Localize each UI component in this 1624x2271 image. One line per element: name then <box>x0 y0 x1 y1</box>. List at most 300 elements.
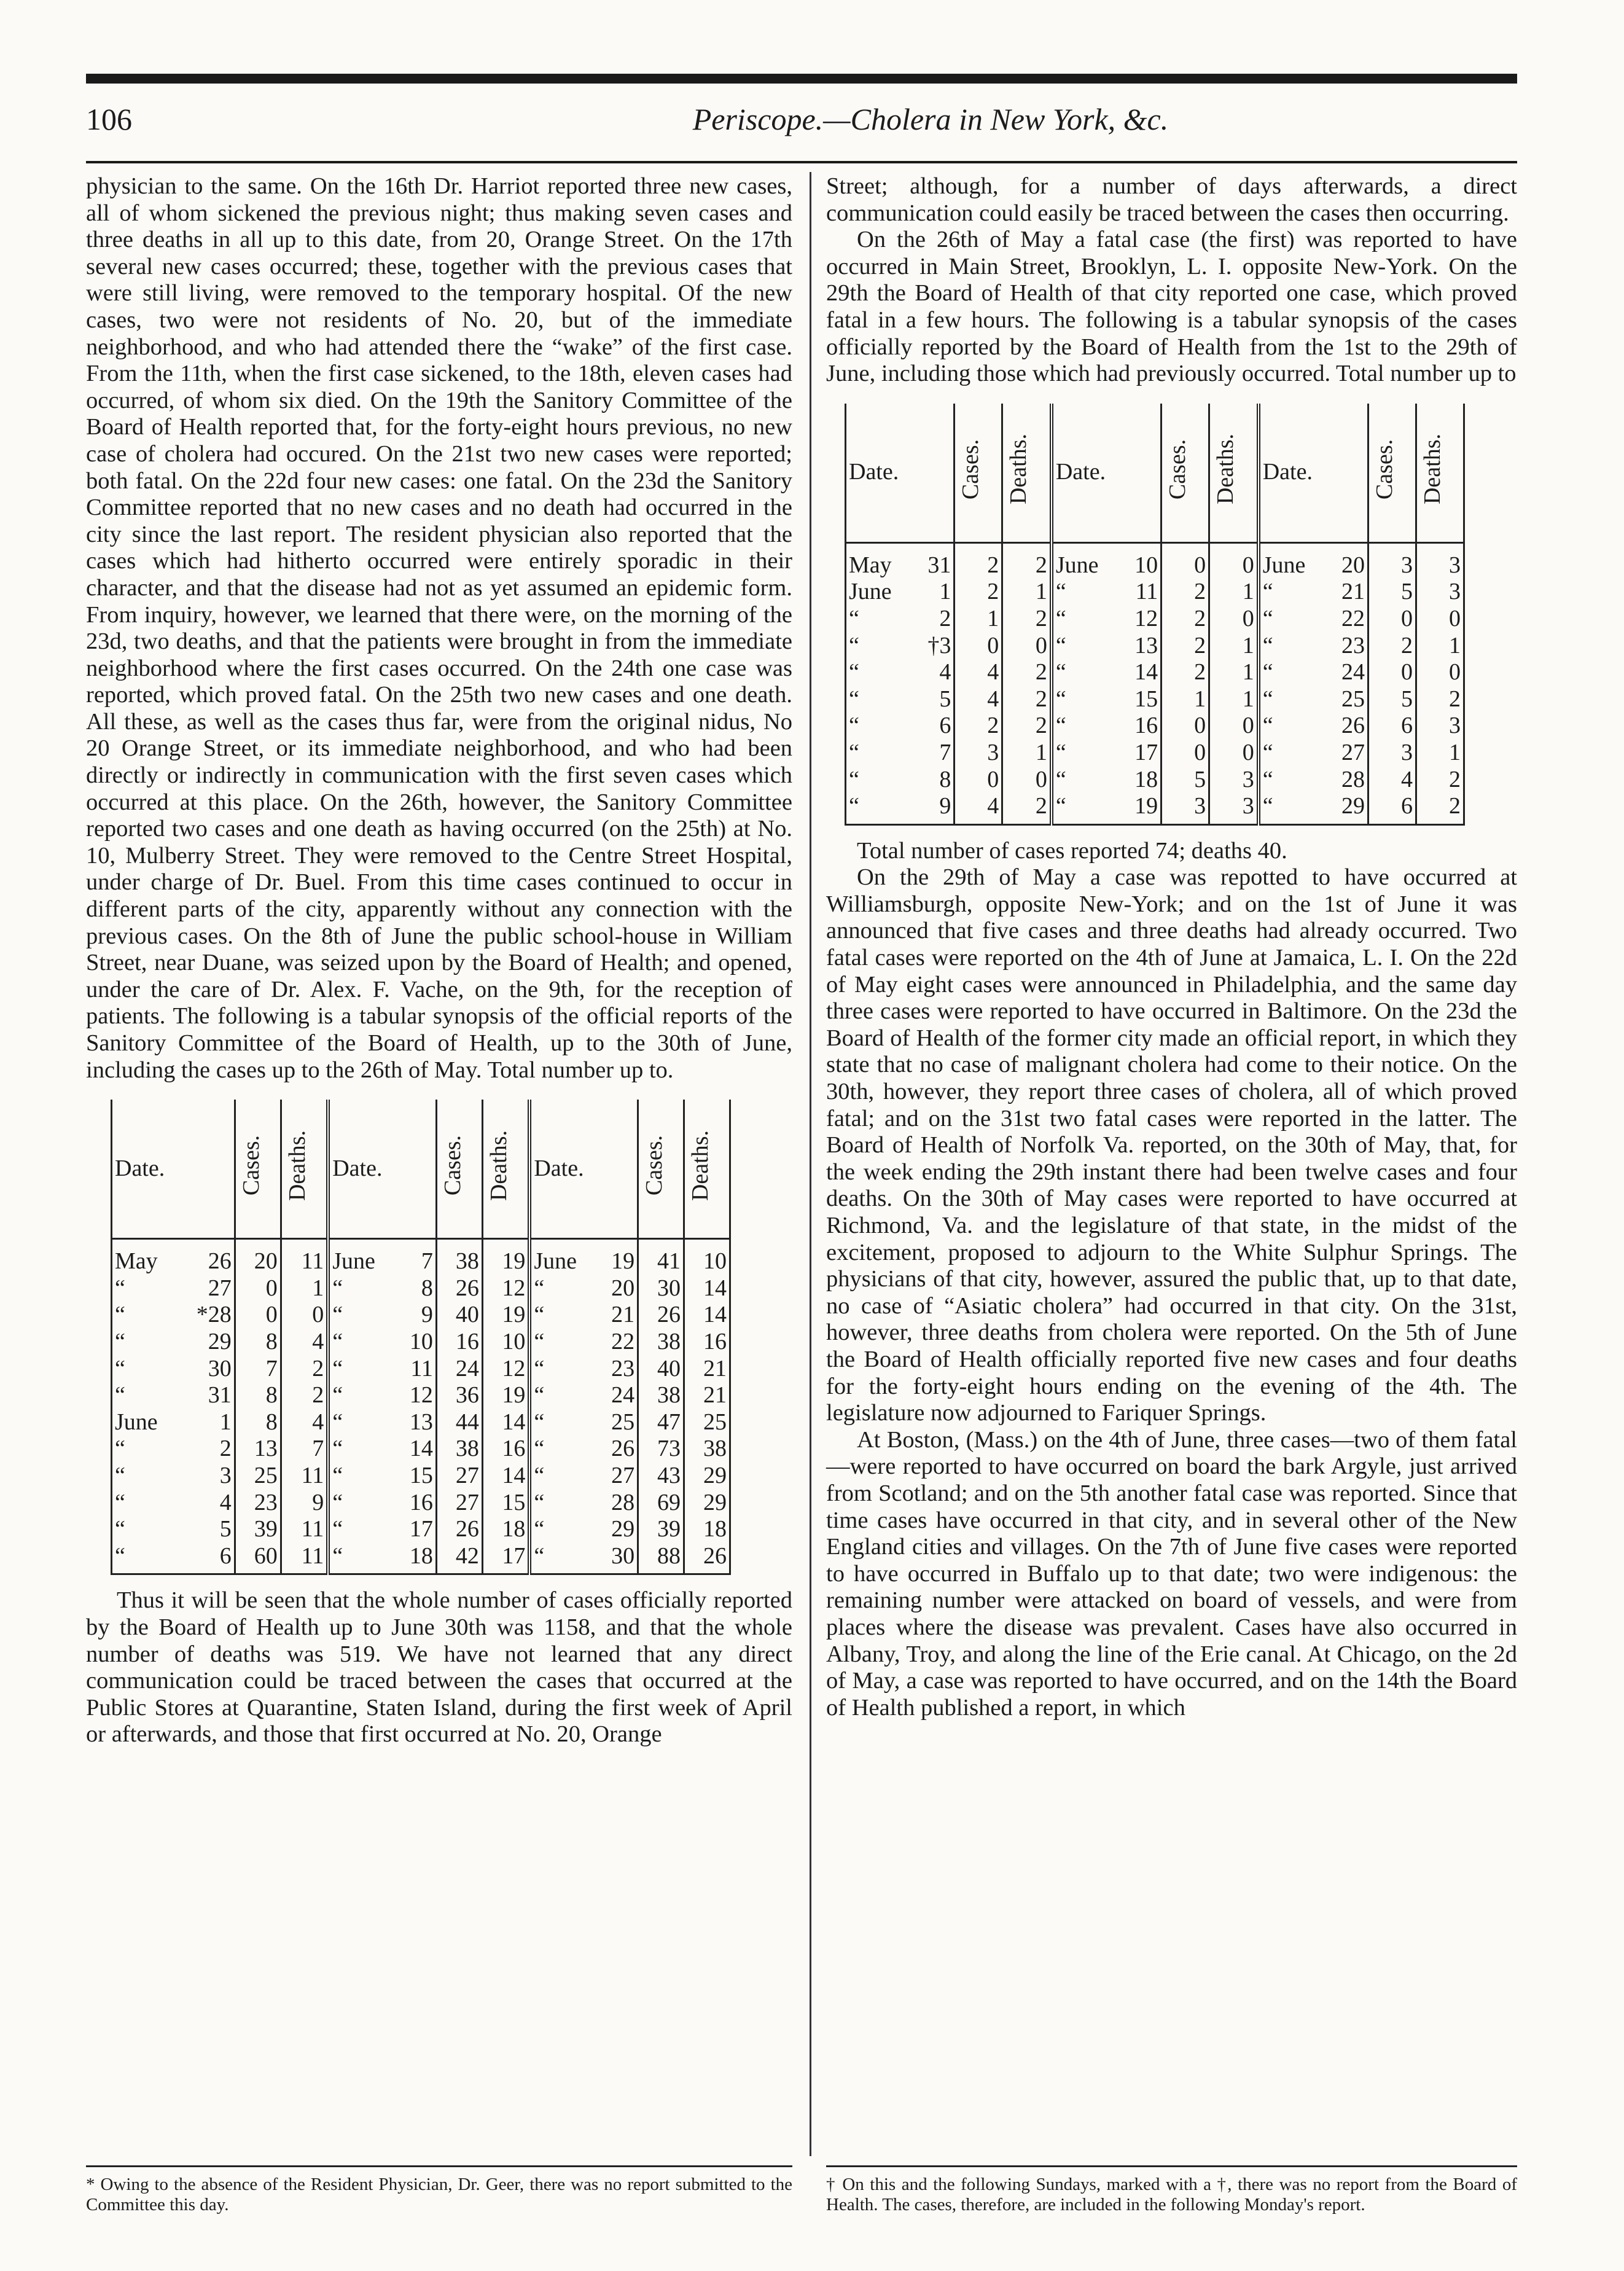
cases-cell: 39 <box>235 1516 281 1543</box>
day-cell: 1 <box>913 579 954 606</box>
month-cell: “ <box>529 1543 598 1574</box>
month-cell: “ <box>846 633 913 660</box>
deaths-cell: 7 <box>281 1436 328 1463</box>
cases-cell: 26 <box>436 1275 482 1302</box>
month-cell: “ <box>112 1356 179 1383</box>
table-row <box>846 686 1464 713</box>
deaths-header: Deaths. <box>281 1100 328 1239</box>
deaths-cell: 10 <box>482 1329 529 1356</box>
day-cell: 7 <box>913 740 954 767</box>
month-cell: “ <box>534 1409 545 1435</box>
table-row <box>846 740 1464 767</box>
month-cell: “ <box>846 713 913 740</box>
deaths-cell: 2 <box>1416 686 1464 713</box>
day-cell: 18 <box>396 1543 436 1574</box>
day-cell: 29 <box>1327 793 1368 824</box>
month-cell: June <box>534 1248 577 1275</box>
table-row <box>112 1516 730 1543</box>
cases-cell: 39 <box>638 1516 684 1543</box>
day-cell: 11 <box>1120 579 1161 606</box>
month-cell: “ <box>332 1328 343 1354</box>
deaths-cell: 11 <box>281 1239 328 1275</box>
cases-cell: 4 <box>954 793 1002 824</box>
deaths-header: Deaths. <box>1002 404 1052 543</box>
deaths-cell: 1 <box>1209 686 1259 713</box>
cases-cell: 0 <box>235 1275 281 1302</box>
day-cell: 18 <box>1120 767 1161 794</box>
day-cell: 4 <box>179 1490 235 1517</box>
page-number: 106 <box>86 102 132 136</box>
month-cell: “ <box>1259 793 1327 824</box>
month-cell: “ <box>846 767 913 794</box>
deaths-cell: 2 <box>1002 713 1052 740</box>
deaths-cell: 29 <box>684 1490 730 1517</box>
running-title: Periscope.—Cholera in New York, &c. <box>692 102 1169 136</box>
deaths-cell: 1 <box>281 1275 328 1302</box>
left-intro-paragraph: physician to the same. On the 16th Dr. Harriot reported three new cases, all of whom sickened the previous night; thus making seven cases and three deaths in all up to this date, from 20, Orange Street. On the 17th several new cases occurred; these, together with the previous cases that were still living, were removed to the temporary hospital. Of the new cases, two were not residents of No. 20, but of the immediate neighborhood, and who had attended there the “wake” of the first case. From the 11th, when the first case sickened, to the 18th, eleven cases had occurred, of whom six died. On the 19th the Sanitory Committee of the Board of Health reported that, for the forty-eight hours previous, no new case of cholera had occured. On the 21st two new cases were reported; both fatal. On the 22d four new cases: one fatal. On the 23d the Sanitory Committee reported that no new cases and no death had occurred in the city since the last report. The resident physician also reported that the cases which had hitherto occurred were entirely sporadic in their character, and that the disease had not as yet assumed an epidemic form. From inquiry, however, we learned that there were, on the morning of the 23d, two deaths, and that the patients were brought in from the immediate neighborhood where the first cases occurred. On the 24th one case was reported, which proved fatal. On the 25th two new cases and one death. All these, as well as the cases thus far, were from the original nidus, No 20 Orange Street, or its immediate neighborhood, and who had been directly or indirectly in communication with the first seven cases which occurred at this place. On the 26th, however, the Sanitory Committee reported two cases and one death as having occurred (on the 25th) at No. 10, Mulberry Street. They were removed to the Centre Street Hospital, under charge of Dr. Buel. From this time cases continued to occur in different parts of the city, apparently without any connection with the previous cases. On the 8th of June the public school-house in William Street, near Duane, was seized upon by the Board of Health; and opened, under the care of Dr. Alex. F. Vache, on the 9th, for the reception of patients. The following is a tabular synopsis of the official reports of the Sanitory Committee of the Board of Health, up to the 30th of June, including the cases up to the 26th of May. Total number up to. <box>86 173 792 1083</box>
deaths-cell: 18 <box>482 1516 529 1543</box>
brooklyn-synopsis-table <box>845 404 1465 826</box>
cases-header: Cases. <box>235 1100 281 1239</box>
right-para-4: At Boston, (Mass.) on the 4th of June, three cases—two of them fatal—were reported to have occurred on board the bark Argyle, just arrived from Scotland; and on the 5th another fatal case was reported. Since that time cases have occurred in that city, and in several other of the New England cities and villages. On the 7th of June five cases were reported to have occurred in Buffalo up to that date; two were indigenous: the remaining number were attacked on board of vessels, and were from places where the disease was prevalent. Cases have also occurred in Albany, Troy, and along the line of the Erie canal. At Chicago, on the 2d of May, a case was reported to have occurred, and on the 14th the Board of Health published a report, in which <box>826 1426 1517 1721</box>
deaths-cell: 11 <box>281 1543 328 1574</box>
day-cell: 28 <box>598 1490 638 1517</box>
cases-header: Cases. <box>638 1100 684 1239</box>
month-cell: “ <box>846 659 913 686</box>
deaths-cell: 2 <box>1416 767 1464 794</box>
deaths-cell: 2 <box>281 1382 328 1409</box>
cases-cell: 2 <box>1368 633 1416 660</box>
month-cell: “ <box>534 1302 545 1328</box>
cases-cell: 8 <box>235 1329 281 1356</box>
deaths-cell: 38 <box>684 1436 730 1463</box>
deaths-cell: 12 <box>482 1275 529 1302</box>
table-row <box>846 579 1464 606</box>
month-cell: “ <box>112 1463 179 1490</box>
cases-cell: 26 <box>436 1516 482 1543</box>
cases-cell: 8 <box>235 1409 281 1436</box>
day-cell: 2 <box>179 1436 235 1463</box>
cases-cell: 5 <box>1368 686 1416 713</box>
month-cell: “ <box>534 1516 545 1542</box>
cases-cell: 0 <box>235 1302 281 1329</box>
cases-cell: 38 <box>436 1436 482 1463</box>
left-footnote: * Owing to the absence of the Resident Physician, Dr. Geer, there was no report submitted to the Committee this day. <box>86 2175 792 2214</box>
table-row <box>112 1436 730 1463</box>
deaths-cell: 0 <box>1002 633 1052 660</box>
cases-cell: 38 <box>436 1239 482 1275</box>
month-cell: “ <box>332 1436 343 1462</box>
day-cell: 22 <box>598 1329 638 1356</box>
month-cell: “ <box>1055 579 1066 605</box>
left-column <box>86 173 792 1748</box>
month-cell: “ <box>534 1489 545 1515</box>
month-cell: “ <box>332 1302 343 1328</box>
day-cell: 19 <box>598 1239 638 1275</box>
day-cell: 14 <box>1120 659 1161 686</box>
cases-cell: 44 <box>436 1409 482 1436</box>
deaths-cell: 3 <box>1416 542 1464 579</box>
table-row <box>112 1302 730 1329</box>
deaths-cell: 4 <box>281 1329 328 1356</box>
cases-cell: 1 <box>1161 686 1209 713</box>
cases-header: Cases. <box>1161 404 1209 543</box>
deaths-cell: 14 <box>684 1302 730 1329</box>
month-cell: May <box>112 1239 179 1275</box>
month-cell: “ <box>534 1382 545 1409</box>
table-row <box>846 659 1464 686</box>
cases-cell: 73 <box>638 1436 684 1463</box>
date-header: Date. <box>1052 404 1161 543</box>
deaths-cell: 2 <box>1002 686 1052 713</box>
cases-header: Cases. <box>436 1100 482 1239</box>
table-row <box>112 1543 730 1574</box>
cases-cell: 60 <box>235 1543 281 1574</box>
day-cell: 7 <box>396 1239 436 1275</box>
deaths-cell: 2 <box>1002 793 1052 824</box>
cases-cell: 3 <box>1368 740 1416 767</box>
right-footnote-rule <box>826 2165 1517 2167</box>
table-row <box>112 1409 730 1436</box>
day-cell: 13 <box>396 1409 436 1436</box>
day-cell: 28 <box>1327 767 1368 794</box>
cases-cell: 38 <box>638 1382 684 1409</box>
day-cell: 16 <box>1120 713 1161 740</box>
month-cell: “ <box>112 1275 179 1302</box>
day-cell: 23 <box>1327 633 1368 660</box>
table-row <box>112 1275 730 1302</box>
month-cell: “ <box>534 1328 545 1354</box>
cases-cell: 69 <box>638 1490 684 1517</box>
day-cell: 23 <box>598 1356 638 1383</box>
right-para-1: Street; although, for a number of days afterwards, a direct communication could easily be traced between the cases then occurring. <box>826 173 1517 226</box>
cases-cell: 2 <box>1161 606 1209 633</box>
cases-cell: 0 <box>1368 606 1416 633</box>
date-header: Date. <box>112 1100 235 1239</box>
day-cell: 30 <box>179 1356 235 1383</box>
month-cell: “ <box>846 686 913 713</box>
deaths-cell: 1 <box>1416 740 1464 767</box>
right-para-3: On the 29th of May a case was repotted to have occurred at Williamsburgh, opposite New-York; and on the 1st of June it was announced that five cases and three deaths had already occurred. Two fatal cases were reported on the 4th of June at Jamaica, L. I. On the 22d of May eight cases were announced in Philadelphia, and the same day three cases were reported to have occurred in Baltimore. On the 23d the Board of Health of the former city made an official report, in which they state that no case of malignant cholera had come to their notice. On the 30th, however, they report three cases of cholera, all of which proved fatal; and on the 31st two fatal cases were reported in the latter. The Board of Health of Norfolk Va. reported, on the 30th of May, that, for the week ending the 29th instant there had been twelve cases and four deaths. On the 30th of May cases were reported to have occurred at Richmond, Va. and the legislature of that state, in the midst of the excitement, proposed to adjourn to the White Sulphur Springs. The physicians of that city, however, assured the public that, up to that date, no case of “Asiatic cholera” had occurred in that city. On the 31st, however, three deaths from cholera were reported. On the 5th of June the Board of Health officially reported five new cases and four deaths for the forty-eight hours ending on the evening of the 4th. The legislature now adjourned to Fariquer Springs. <box>826 864 1517 1426</box>
month-cell: “ <box>1052 793 1120 824</box>
deaths-header: Deaths. <box>1209 404 1259 543</box>
cases-cell: 0 <box>1161 713 1209 740</box>
cases-cell: 0 <box>1161 740 1209 767</box>
cases-header: Cases. <box>954 404 1002 543</box>
total-reported-line: Total number of cases reported 74; deaths 40. <box>857 837 1287 864</box>
deaths-cell: 1 <box>1416 633 1464 660</box>
cases-cell: 5 <box>1368 579 1416 606</box>
date-header: Date. <box>328 1100 436 1239</box>
table-row <box>112 1382 730 1409</box>
month-cell: “ <box>332 1516 343 1542</box>
deaths-cell: 3 <box>1416 713 1464 740</box>
cases-cell: 40 <box>638 1356 684 1383</box>
day-cell: 8 <box>396 1275 436 1302</box>
day-cell: 1 <box>179 1409 235 1436</box>
day-cell: 24 <box>598 1382 638 1409</box>
right-para-2: On the 26th of May a fatal case (the first) was reported to have occurred in Main Street, Brooklyn, L. I. opposite New-York. On the 29th the Board of Health of that city reported one case, which proved fatal in a few hours. The following is a tabular synopsis of the cases officially reported by the Board of Health from the 1st to the 29th of June, including those which had previously occurred. Total number up to <box>826 227 1517 387</box>
day-cell: 21 <box>1327 579 1368 606</box>
cases-cell: 3 <box>1161 793 1209 824</box>
deaths-cell: 1 <box>1002 740 1052 767</box>
month-cell: “ <box>846 793 913 824</box>
deaths-cell: 2 <box>281 1356 328 1383</box>
day-cell: 30 <box>598 1543 638 1574</box>
month-cell: “ <box>1055 605 1066 631</box>
table-row <box>112 1329 730 1356</box>
day-cell: 10 <box>1120 542 1161 579</box>
month-cell: “ <box>112 1490 179 1517</box>
deaths-cell: 1 <box>1209 659 1259 686</box>
month-cell: “ <box>534 1355 545 1382</box>
cases-cell: 0 <box>1368 659 1416 686</box>
day-cell: 10 <box>396 1329 436 1356</box>
day-cell: †3 <box>913 633 954 660</box>
deaths-cell: 16 <box>684 1329 730 1356</box>
month-cell: “ <box>534 1275 545 1301</box>
cases-cell: 88 <box>638 1543 684 1574</box>
month-cell: “ <box>332 1462 343 1488</box>
day-cell: 17 <box>396 1516 436 1543</box>
day-cell: 4 <box>913 659 954 686</box>
deaths-cell: 19 <box>482 1382 529 1409</box>
month-cell: June <box>846 579 913 606</box>
day-cell: 31 <box>179 1382 235 1409</box>
cases-cell: 2 <box>1161 579 1209 606</box>
day-cell: 16 <box>396 1490 436 1517</box>
date-header: Date. <box>846 404 954 543</box>
deaths-cell: 9 <box>281 1490 328 1517</box>
month-cell: “ <box>1055 686 1066 712</box>
deaths-cell: 17 <box>482 1543 529 1574</box>
day-cell: 15 <box>1120 686 1161 713</box>
cases-cell: 38 <box>638 1329 684 1356</box>
table-row <box>112 1239 730 1275</box>
deaths-cell: 29 <box>684 1463 730 1490</box>
month-cell: May <box>846 542 913 579</box>
month-cell: “ <box>1055 659 1066 686</box>
cases-cell: 4 <box>954 686 1002 713</box>
day-cell: 29 <box>598 1516 638 1543</box>
day-cell: 26 <box>1327 713 1368 740</box>
deaths-cell: 15 <box>482 1490 529 1517</box>
cases-cell: 2 <box>954 579 1002 606</box>
day-cell: 9 <box>396 1302 436 1329</box>
cases-cell: 13 <box>235 1436 281 1463</box>
deaths-cell: 16 <box>482 1436 529 1463</box>
header-thick-rule <box>86 74 1517 84</box>
cases-cell: 0 <box>954 767 1002 794</box>
deaths-cell: 14 <box>482 1409 529 1436</box>
day-cell: 17 <box>1120 740 1161 767</box>
deaths-cell: 11 <box>281 1463 328 1490</box>
deaths-header: Deaths. <box>1416 404 1464 543</box>
month-cell: “ <box>112 1543 179 1574</box>
deaths-cell: 25 <box>684 1409 730 1436</box>
day-cell: 25 <box>1327 686 1368 713</box>
day-cell: 3 <box>179 1463 235 1490</box>
deaths-cell: 0 <box>1416 606 1464 633</box>
day-cell: 26 <box>598 1436 638 1463</box>
month-cell: “ <box>332 1489 343 1515</box>
cases-cell: 25 <box>235 1463 281 1490</box>
day-cell: 27 <box>598 1463 638 1490</box>
month-cell: “ <box>1055 739 1066 765</box>
deaths-cell: 21 <box>684 1382 730 1409</box>
month-cell: “ <box>1262 766 1273 792</box>
cases-cell: 3 <box>954 740 1002 767</box>
month-cell: June <box>1262 552 1306 578</box>
cases-cell: 4 <box>1368 767 1416 794</box>
table-row <box>846 793 1464 824</box>
cases-cell: 26 <box>638 1302 684 1329</box>
month-cell: “ <box>1262 739 1273 765</box>
deaths-cell: 3 <box>1209 767 1259 794</box>
month-cell: “ <box>332 1409 343 1435</box>
cases-cell: 3 <box>1368 542 1416 579</box>
month-cell: “ <box>534 1462 545 1488</box>
deaths-cell: 14 <box>482 1463 529 1490</box>
deaths-cell: 2 <box>1002 659 1052 686</box>
month-cell: “ <box>1262 605 1273 631</box>
day-cell: 25 <box>598 1409 638 1436</box>
day-cell: 14 <box>396 1436 436 1463</box>
deaths-cell: 0 <box>1002 767 1052 794</box>
deaths-cell: 1 <box>1209 633 1259 660</box>
table-row <box>846 606 1464 633</box>
deaths-cell: 4 <box>281 1409 328 1436</box>
cases-cell: 6 <box>1368 793 1416 824</box>
right-column <box>826 173 1517 1721</box>
month-cell: “ <box>1055 766 1066 792</box>
deaths-cell: 11 <box>281 1516 328 1543</box>
cases-cell: 41 <box>638 1239 684 1275</box>
cases-cell: 23 <box>235 1490 281 1517</box>
deaths-cell: 0 <box>1209 606 1259 633</box>
day-cell: 27 <box>1327 740 1368 767</box>
day-cell: 20 <box>598 1275 638 1302</box>
day-cell: 12 <box>396 1382 436 1409</box>
deaths-cell: 18 <box>684 1516 730 1543</box>
month-cell: June <box>332 1248 375 1275</box>
cases-cell: 47 <box>638 1409 684 1436</box>
month-cell: June <box>1055 552 1099 578</box>
cases-cell: 2 <box>1161 633 1209 660</box>
cases-cell: 20 <box>235 1239 281 1275</box>
column-separator <box>810 172 811 2156</box>
day-cell: 15 <box>396 1463 436 1490</box>
deaths-cell: 0 <box>1209 542 1259 579</box>
deaths-cell: 0 <box>1416 659 1464 686</box>
cases-cell: 16 <box>436 1329 482 1356</box>
deaths-cell: 14 <box>684 1275 730 1302</box>
month-cell: “ <box>1262 579 1273 605</box>
day-cell: 24 <box>1327 659 1368 686</box>
cases-cell: 1 <box>954 606 1002 633</box>
day-cell: 12 <box>1120 606 1161 633</box>
day-cell: *28 <box>179 1302 235 1329</box>
cases-cell: 8 <box>235 1382 281 1409</box>
month-cell: “ <box>846 606 913 633</box>
month-cell: “ <box>1055 632 1066 659</box>
month-cell: “ <box>1262 632 1273 659</box>
day-cell: 26 <box>179 1239 235 1275</box>
day-cell: 5 <box>913 686 954 713</box>
month-cell: “ <box>112 1436 179 1463</box>
date-header: Date. <box>1259 404 1368 543</box>
table-row <box>112 1356 730 1383</box>
day-cell: 13 <box>1120 633 1161 660</box>
day-cell: 9 <box>913 793 954 824</box>
cases-cell: 43 <box>638 1463 684 1490</box>
date-header: Date. <box>529 1100 638 1239</box>
cases-cell: 2 <box>954 713 1002 740</box>
deaths-header: Deaths. <box>684 1100 730 1239</box>
cases-cell: 36 <box>436 1382 482 1409</box>
header-thin-rule <box>86 161 1517 163</box>
cases-cell: 27 <box>436 1463 482 1490</box>
month-cell: “ <box>112 1516 179 1543</box>
day-cell: 27 <box>179 1275 235 1302</box>
cases-header: Cases. <box>1368 404 1416 543</box>
day-cell: 5 <box>179 1516 235 1543</box>
deaths-cell: 26 <box>684 1543 730 1574</box>
table-row <box>846 713 1464 740</box>
month-cell: “ <box>1262 713 1273 739</box>
day-cell: 11 <box>396 1356 436 1383</box>
cases-cell: 27 <box>436 1490 482 1517</box>
cases-cell: 6 <box>1368 713 1416 740</box>
left-footnote-rule <box>86 2165 792 2167</box>
month-cell: “ <box>332 1275 343 1301</box>
month-cell: “ <box>328 1543 396 1574</box>
day-cell: 8 <box>913 767 954 794</box>
right-footnote: † On this and the following Sundays, marked with a †, there was no report from the Board of Health. The cases, therefore, are included in the following Monday's report. <box>826 2175 1517 2214</box>
left-after-table-paragraph: Thus it will be seen that the whole number of cases officially reported by the Board of Health up to June 30th was 1158, and that the whole number of deaths was 519. We have not learned that any direct communication could be traced between the cases that occurred at the Public Stores at Quarantine, Staten Island, during the first week of April or afterwards, and those that first occurred at No. 20, Orange <box>86 1587 792 1748</box>
day-cell: 31 <box>913 542 954 579</box>
deaths-cell: 3 <box>1416 579 1464 606</box>
month-cell: “ <box>1055 713 1066 739</box>
cases-cell: 40 <box>436 1302 482 1329</box>
deaths-cell: 1 <box>1209 579 1259 606</box>
cases-cell: 7 <box>235 1356 281 1383</box>
day-cell: 22 <box>1327 606 1368 633</box>
deaths-cell: 10 <box>684 1239 730 1275</box>
cases-cell: 42 <box>436 1543 482 1574</box>
deaths-cell: 12 <box>482 1356 529 1383</box>
table-row <box>846 633 1464 660</box>
day-cell: 19 <box>1120 793 1161 824</box>
day-cell: 21 <box>598 1302 638 1329</box>
deaths-cell: 0 <box>1209 740 1259 767</box>
deaths-cell: 2 <box>1416 793 1464 824</box>
deaths-cell: 1 <box>1002 579 1052 606</box>
deaths-cell: 19 <box>482 1239 529 1275</box>
month-cell: “ <box>112 1329 179 1356</box>
month-cell: “ <box>1262 686 1273 712</box>
table-row <box>846 542 1464 579</box>
cases-cell: 2 <box>1161 659 1209 686</box>
deaths-cell: 0 <box>281 1302 328 1329</box>
month-cell: “ <box>112 1302 179 1329</box>
day-cell: 6 <box>179 1543 235 1574</box>
day-cell: 20 <box>1327 542 1368 579</box>
month-cell: “ <box>534 1436 545 1462</box>
table-row <box>112 1490 730 1517</box>
table-row <box>112 1463 730 1490</box>
deaths-cell: 19 <box>482 1302 529 1329</box>
